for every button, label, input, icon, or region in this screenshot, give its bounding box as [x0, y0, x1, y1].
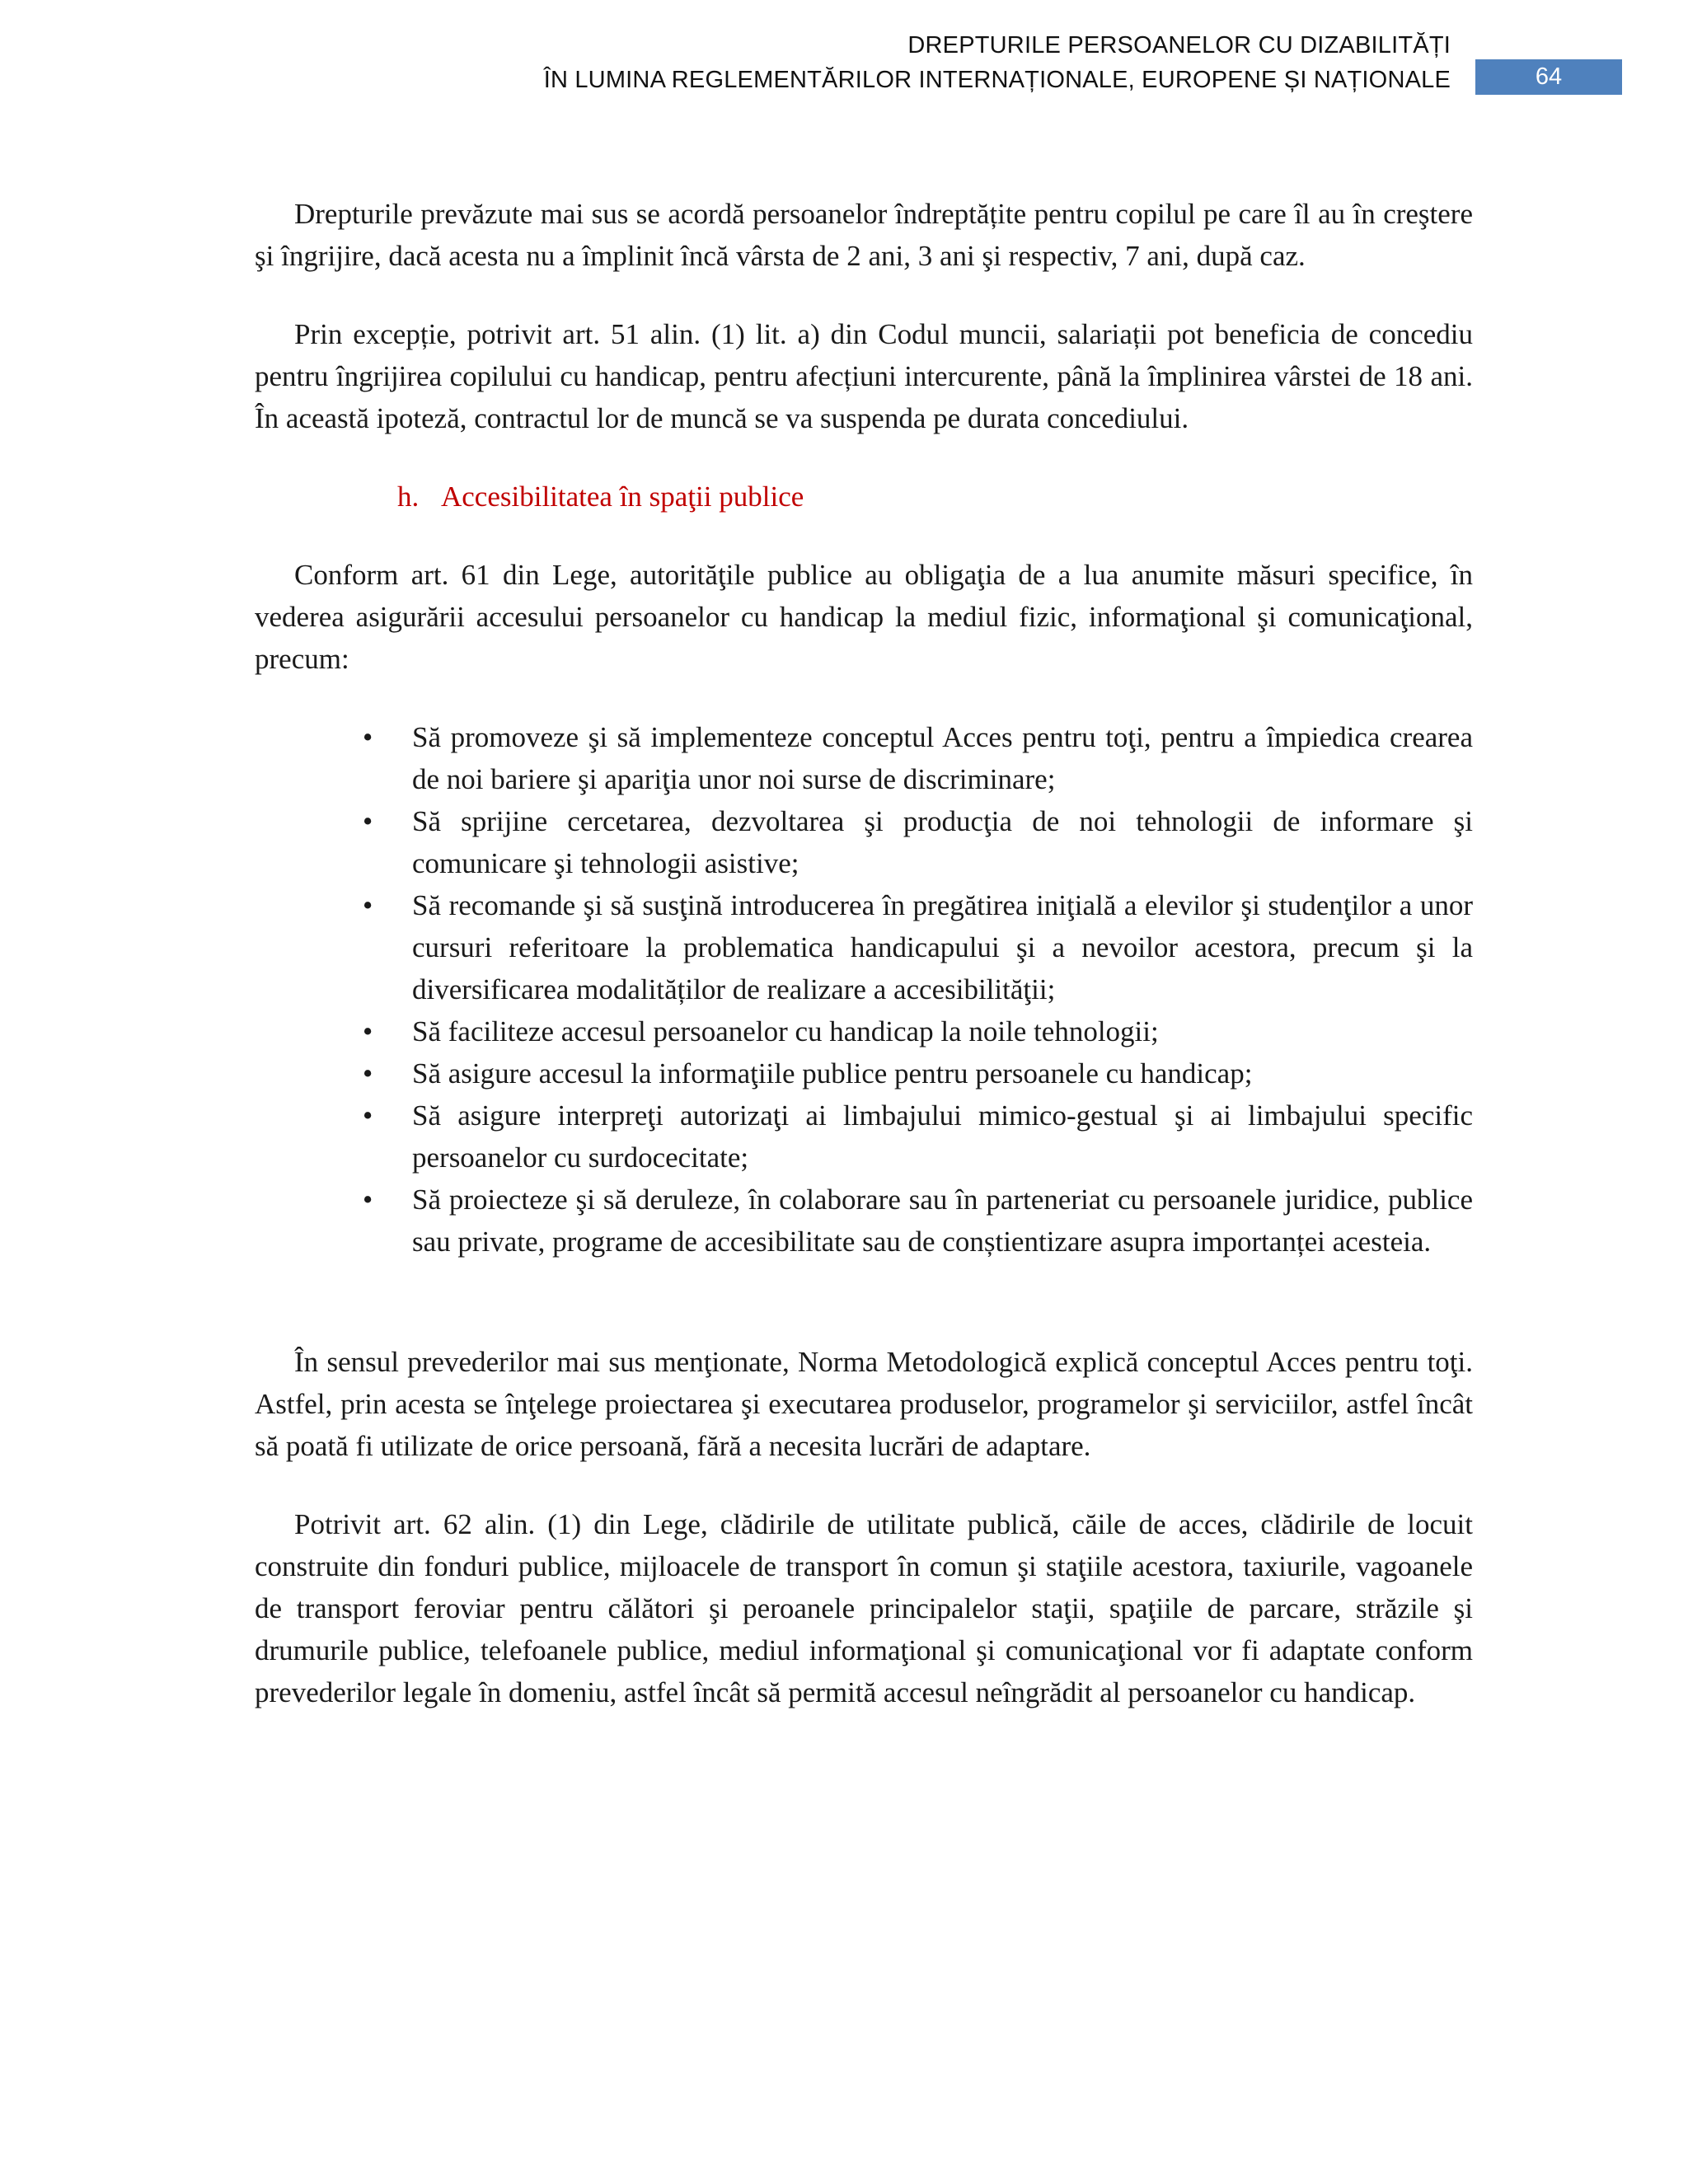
list-item [363, 716, 1473, 800]
bullet-icon: • [363, 889, 373, 921]
measures-list [255, 716, 1473, 1263]
list-item [363, 884, 1473, 1010]
header-line-2: ÎN LUMINA REGLEMENTĂRILOR INTERNAȚIONALE, EUROPENE ȘI NAȚIONALE [543, 67, 1451, 93]
page-body [255, 193, 1473, 1713]
paragraph-labor-code-exception: Prin excepție, potrivit art. 51 alin. (1) lit. a) din Codul muncii, salariații pot beneficia de concediu pentru îngrijirea copilului cu handicap, pentru afecțiuni intercurente, până la împlinirea vârstei de 18 ani. În această ipoteză, contractul lor de muncă se va suspenda pe durata concediului. [255, 318, 1473, 434]
bullet-icon: • [363, 721, 373, 753]
list-item-text: Să proiecteze şi să deruleze, în colaborare sau în parteneriat cu persoanele juridice, publice sau private, programe de accesibilitate sau de conștientizare asupra importanței acesteia. [412, 1183, 1473, 1258]
section-title: Accesibilitatea în spaţii publice [441, 480, 804, 513]
bullet-icon: • [363, 1057, 373, 1090]
header-line-1: DREPTURILE PERSOANELOR CU DIZABILITĂȚI [907, 32, 1451, 59]
list-item-text: Să promoveze şi să implementeze conceptul Acces pentru toţi, pentru a împiedica crearea de noi bariere şi apariţia unor noi surse de discriminare; [412, 721, 1473, 795]
list-item-text: Să asigure accesul la informaţiile publice pentru persoanele cu handicap; [412, 1057, 1253, 1090]
list-item-text: Să asigure interpreţi autorizaţi ai limbajului mimico-gestual şi ai limbajului specific persoanelor cu surdocecitate; [412, 1099, 1473, 1174]
paragraph-child-rights: Drepturile prevăzute mai sus se acordă persoanelor îndreptățite pentru copilul pe care îl au în creştere şi îngrijire, dacă acesta nu a împlinit încă vârsta de 2 ani, 3 ani şi respectiv, 7 ani, după caz. [255, 198, 1473, 272]
bullet-icon: • [363, 1099, 373, 1132]
bullet-icon: • [363, 1015, 373, 1047]
section-heading-accessibility [255, 476, 1473, 518]
list-item [363, 1052, 1473, 1094]
list-item [363, 1010, 1473, 1052]
paragraph-art-61-intro: Conform art. 61 din Lege, autorităţile publice au obligaţia de a lua anumite măsuri specifice, în vederea asigurării accesului persoanelor cu handicap la mediul fizic, informaţional şi comunicaţional, precum: [255, 559, 1473, 675]
list-item [363, 800, 1473, 884]
list-item [363, 1094, 1473, 1179]
bullet-icon: • [363, 805, 373, 837]
list-item-text: Să sprijine cercetarea, dezvoltarea şi producţia de noi tehnologii de informare şi comunicare şi tehnologii asistive; [412, 805, 1473, 879]
list-item-text: Să recomande şi să susţină introducerea în pregătirea iniţială a elevilor şi studenţilor a unor cursuri referitoare la problematica handicapului şi a nevoilor acestora, precum şi la diversificarea modalităților de realizare a accesibilităţii; [412, 889, 1473, 1005]
paragraph-art-62: Potrivit art. 62 alin. (1) din Lege, clădirile de utilitate publică, căile de acces, clădirile de locuit construite din fonduri publice, mijloacele de transport în comun şi staţiile acestora, taxiurile, vagoanele de transport feroviar pentru călători şi peroanele principalelor staţii, spaţiile de parcare, străzile şi drumurile publice, telefoanele publice, mediul informaţional şi comunicaţional vor fi adaptate conform prevederilor legale în domeniu, astfel încât să permită accesul neîngrădit al persoanelor cu handicap. [255, 1508, 1473, 1708]
list-item-text: Să faciliteze accesul persoanelor cu handicap la noile tehnologii; [412, 1015, 1159, 1047]
list-item [363, 1179, 1473, 1263]
running-header [0, 28, 1451, 97]
bullet-icon: • [363, 1183, 373, 1216]
section-letter: h. [397, 480, 420, 513]
paragraph-access-for-all: În sensul prevederilor mai sus menţionate, Norma Metodologică explică conceptul Acces pentru toţi. Astfel, prin acesta se înţelege proiectarea şi executarea produselor, programelor şi serviciilor, astfel încât să poată fi utilizate de orice persoană, fără a necesita lucrări de adaptare. [255, 1346, 1473, 1462]
page-number-badge: 64 [1475, 59, 1622, 95]
